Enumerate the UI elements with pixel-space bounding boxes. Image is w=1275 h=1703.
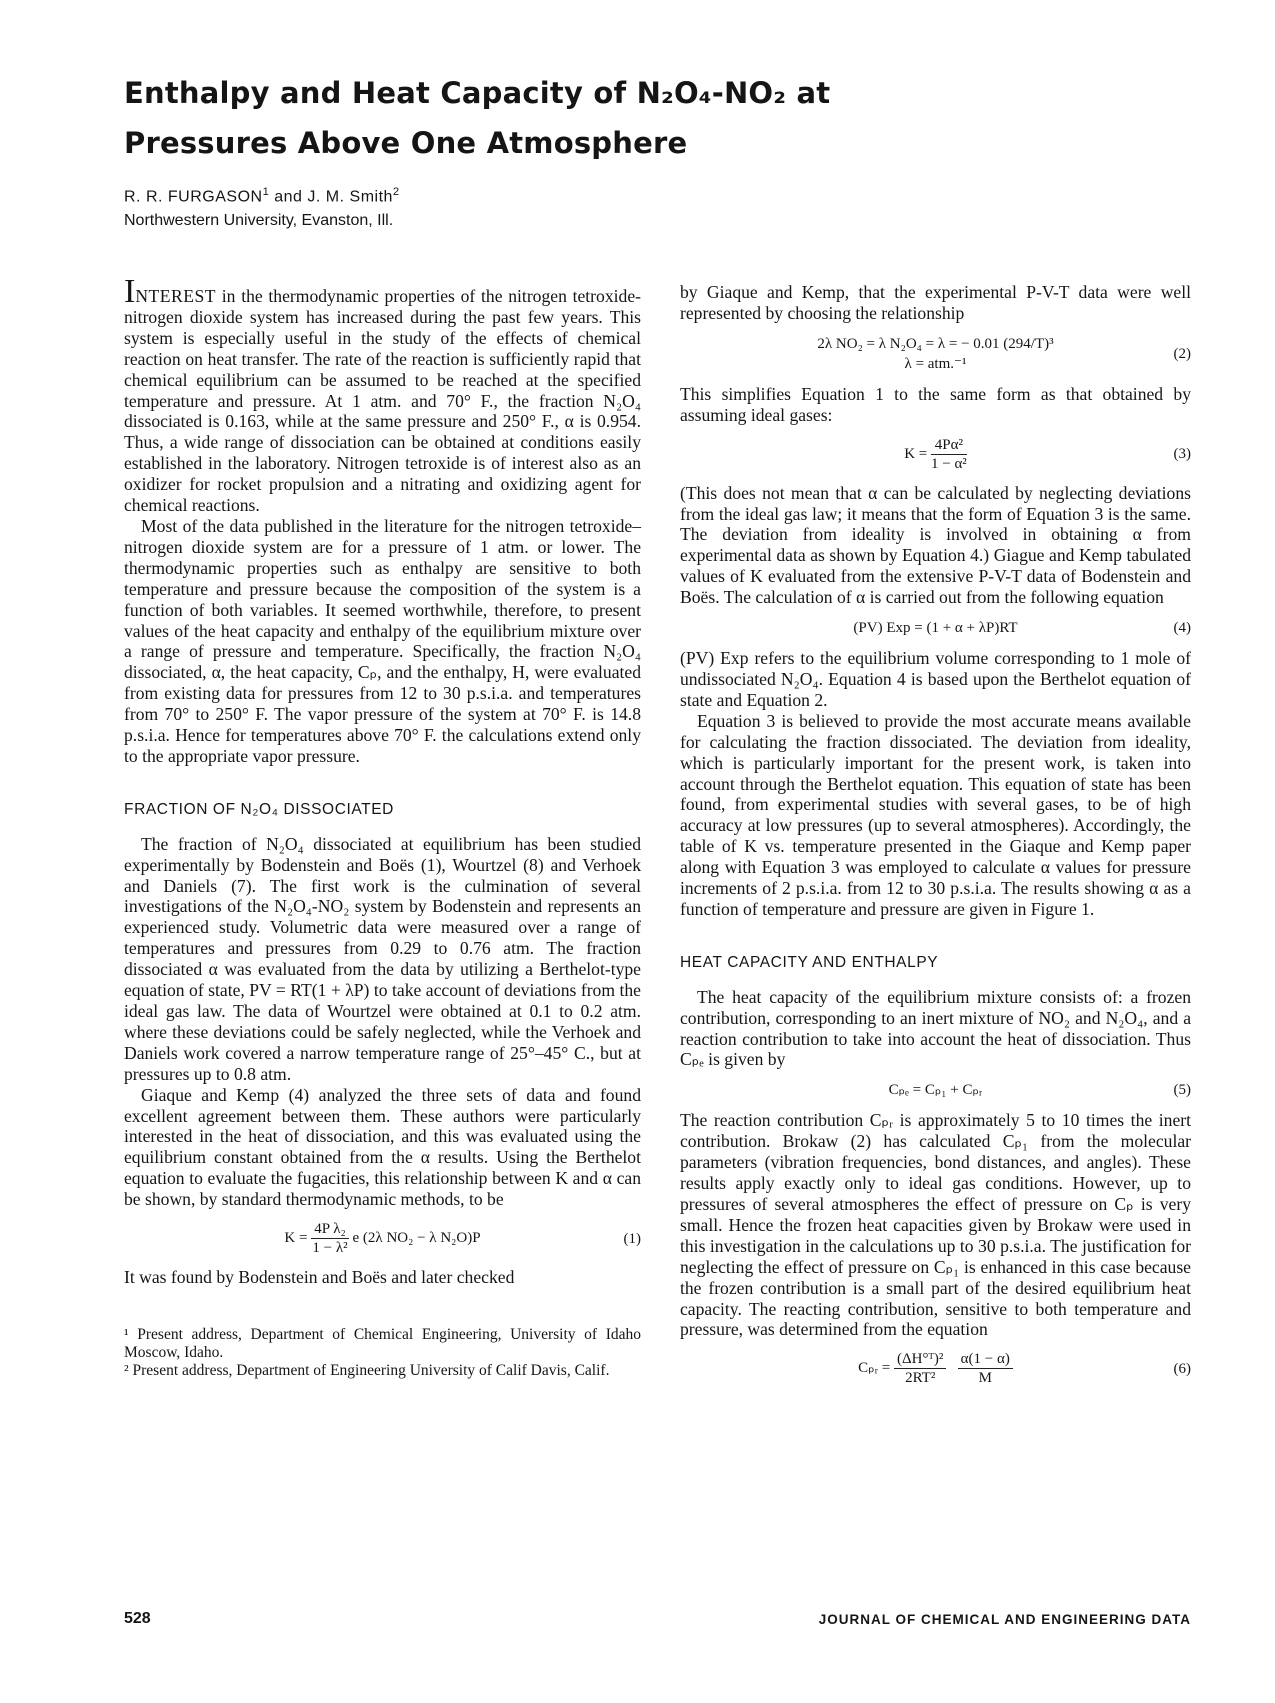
eq6-numerator-2: α(1 − α): [958, 1350, 1013, 1369]
intro-paragraph: [124, 273, 641, 516]
footnote-2: ² Present address, Department of Engineering University of Calif Davis, Calif.: [124, 1361, 610, 1379]
eq1-lhs: K =: [284, 1230, 308, 1246]
eq2-line-2: λ = atm.⁻¹: [904, 355, 967, 372]
footnotes: [124, 1326, 641, 1380]
eq3-denominator: 1 − α²: [930, 455, 967, 472]
eq5-number: (5): [1173, 1082, 1191, 1099]
eq6-fraction-1: [894, 1350, 946, 1387]
paragraph-fraction-studies: The fraction of N₂O₄ dissociated at equilibrium has been studied experimentally by Bodenstein and Boës (1), Wourtzel (8) and Verhoek and Daniels (7). The first work is the culmination of several investigations of the N₂O₄-NO₂ system by Bodenstein and represents an experienced study. Volumetric data were measured over a range of temperatures and pressures from 0.29 to 0.76 atm. The fraction dissociated α was evaluated from the data by utilizing a Berthelot-type equation of state, PV = RT(1 + λP) to take account of deviations from the ideal gas law. The data of Wourtzel were obtained at 0.1 to 0.2 atm. where these deviations could be safely neglected, while the Verhoek and Daniels work covered a narrow temperature range of 25°–45° C., but at pressures up to 0.8 atm.: [124, 833, 641, 1084]
footnote-1: ¹ Present address, Department of Chemical Engineering, University of Idaho Moscow, Idaho.: [124, 1325, 641, 1361]
author-conjunction: and: [274, 188, 303, 206]
eq3-numerator: 4Pα²: [931, 436, 967, 455]
eq2-number: (2): [1173, 345, 1191, 362]
lead-word: NTEREST: [135, 286, 217, 306]
paragraph-simplifies: This simplifies Equation 1 to the same form as that obtained by assuming ideal gases:: [680, 383, 1191, 425]
eq2-line-1: 2λ NO₂ = λ N₂O₄ = λ = − 0.01 (294/T)³: [817, 335, 1054, 352]
article-title: [124, 68, 884, 168]
paragraph-heat-capacity: The heat capacity of the equilibrium mixture consists of: a frozen contribution, corresponding to an inert mixture of NO₂ and N₂O₄, and a reaction contribution to take into account the heat of dissociation. Thus Cₚₑ is given by: [680, 986, 1191, 1070]
eq6-numerator-1: (ΔH°ᵀ)²: [894, 1350, 946, 1369]
author-1-footnote-mark: 1: [262, 186, 270, 198]
eq1-exponential: e (2λ NO₂ − λ N₂O)P: [352, 1230, 481, 1246]
equation-5: [680, 1080, 1191, 1100]
affiliation: Northwestern University, Evanston, Ill.: [124, 212, 394, 229]
paragraph-ideality-note: (This does not mean that α can be calculated by neglecting deviations from the ideal gas law; it means that the form of Equation 3 is the same. The deviation from ideality is involved in obtaining α from experimental data as shown by Equation 4.) Giague and Kemp tabulated values of K evaluated from the extensive P-V-T data of Bodenstein and Boës. The calculation of α is carried out from the following equation: [680, 482, 1191, 608]
paragraph-literature: Most of the data published in the literature for the nitrogen tetroxide–nitrogen dioxide system are for a pressure of 1 atm. or lower. The thermodynamic properties such as enthalpy are sensitive to both temperature and pressure because the composition of the system is a function of both variables. It seemed worthwhile, therefore, to present values of the heat capacity and enthalpy of the equilibrium mixture over a range of pressure and temperature. Specifically, the fraction N₂O₄ dissociated, α, the heat capacity, Cₚ, and the enthalpy, H, were evaluated from existing data for pressures from 12 to 30 p.s.i.a. and temperatures from 70° to 250° F. The vapor pressure of the system at 70° F. is 14.8 p.s.i.a. Hence for temperatures above 70° F. the calculations extend only to the appropriate vapor pressure.: [124, 515, 641, 766]
eq6-fraction-2: [958, 1350, 1013, 1387]
eq1-denominator: 1 − λ²: [312, 1240, 348, 1257]
eq4-number: (4): [1173, 620, 1191, 637]
paragraph-reaction-contribution: The reaction contribution Cₚᵣ is approximately 5 to 10 times the inert contribution. Brokaw (2) has calculated Cₚ₁ from the molecular parameters (vibration frequencies, bond distances, and angles). These results apply exactly only to ideal gas conditions. However, up to pressures of several atmospheres the effect of pressure on Cₚ is very small. Hence the frozen heat capacities given by Brokaw were used in this investigation in the calculations up to 30 p.s.i.a. The justification for neglecting the effect of pressure on Cₚ₁ is enhanced in this case because the frozen contribution is a small part of the desired equilibrium heat capacity. The reacting contribution, sensitive to both temperature and pressure, was determined from the equation: [680, 1110, 1191, 1340]
left-column: [124, 273, 641, 1380]
eq6-lhs: Cₚᵣ =: [858, 1360, 891, 1377]
eq1-number: (1): [623, 1230, 641, 1247]
author-line: [124, 186, 400, 206]
eq1-numerator: 4P λ₂: [311, 1220, 349, 1239]
eq6-denominator-2: M: [978, 1370, 992, 1387]
paragraph-bodenstein-check: It was found by Bodenstein and Boës and later checked: [124, 1267, 515, 1288]
intro-paragraph-text: in the thermodynamic properties of the nitrogen tetroxide-nitrogen dioxide system has increased during the past few years. This system is especially useful in the study of the effects of chemical reaction on heat transfer. The rate of the reaction is sufficiently rapid that chemical equilibrium can be assumed to be reached at the specified temperature and pressure. At 1 atm. and 70° F., the fraction N₂O₄ dissociated is 0.163, while at the same pressure and 250° F., α is 0.954. Thus, a wide range of dissociation can be obtained at conditions easily established in the laboratory. Nitrogen tetroxide is of interest also as an oxidizer for rocket propulsion and a nitrating and oxidizing agent for chemical reactions.: [124, 286, 641, 516]
section-heading-fraction: FRACTION OF N₂O₄ DISSOCIATED: [124, 800, 394, 818]
eq6-denominator-1: 2RT²: [905, 1370, 936, 1387]
equation-3: [680, 436, 1191, 473]
title-line-1: Enthalpy and Heat Capacity of N₂O₄-NO₂ at: [124, 76, 831, 110]
equation-1: [124, 1220, 641, 1257]
equation-2: [680, 334, 1191, 374]
author-1: R. R. FURGASON: [124, 188, 263, 206]
eq6-number: (6): [1173, 1360, 1191, 1377]
eq3-fraction: [931, 436, 967, 473]
section-heading-heat-capacity: HEAT CAPACITY AND ENTHALPY: [680, 953, 939, 971]
eq1-fraction: [311, 1220, 349, 1257]
page-number: 528: [124, 1610, 151, 1627]
journal-name: JOURNAL OF CHEMICAL AND ENGINEERING DATA: [818, 1612, 1191, 1627]
drop-cap: I: [124, 273, 136, 310]
eq3-number: (3): [1173, 446, 1191, 463]
author-2: J. M. Smith: [307, 188, 393, 206]
eq4-body: (PV) Exp = (1 + α + λP)RT: [853, 620, 1018, 637]
eq5-body: Cₚₑ = Cₚ₁ + Cₚᵣ: [888, 1082, 983, 1099]
eq3-lhs: K =: [904, 445, 928, 462]
title-line-2: Pressures Above One Atmosphere: [124, 126, 688, 160]
right-column: [680, 282, 1191, 1397]
paragraph-pv-exp: (PV) Exp refers to the equilibrium volume corresponding to 1 mole of undissociated N₂O₄. Equation 4 is based upon the Berthelot equation of state and Equation 2.: [680, 648, 1191, 710]
author-2-footnote-mark: 2: [392, 186, 400, 198]
paragraph-equation-3-accuracy: Equation 3 is believed to provide the most accurate means available for calculating the fraction dissociated. The deviation from ideality, which is particularly important for the present work, is taken into account through the Berthelot equation. This equation of state has been found, from experimental studies with several gases, to be of high accuracy at low pressures (up to several atmospheres). Accordingly, the table of K vs. temperature presented in the Giaque and Kemp paper along with Equation 3 was employed to calculate α values for pressure increments of 2 p.s.i.a. from 12 to 30 p.s.i.a. The results showing α as a function of temperature and pressure are given in Figure 1.: [680, 710, 1191, 919]
paragraph-giaque-kemp: Giaque and Kemp (4) analyzed the three sets of data and found excellent agreement between them. These authors were particularly interested in the heat of dissociation, and this was evaluated using the equilibrium constant obtained from the α results. Using the Berthelot equation to evaluate the fugacities, this relationship between K and α can be shown, by standard thermodynamic methods, to be: [124, 1084, 641, 1210]
equation-4: [680, 618, 1191, 638]
paragraph-pvt-data: by Giaque and Kemp, that the experimental P-V-T data were well represented by choosing the relationship: [680, 282, 1191, 323]
equation-6: [680, 1350, 1191, 1387]
